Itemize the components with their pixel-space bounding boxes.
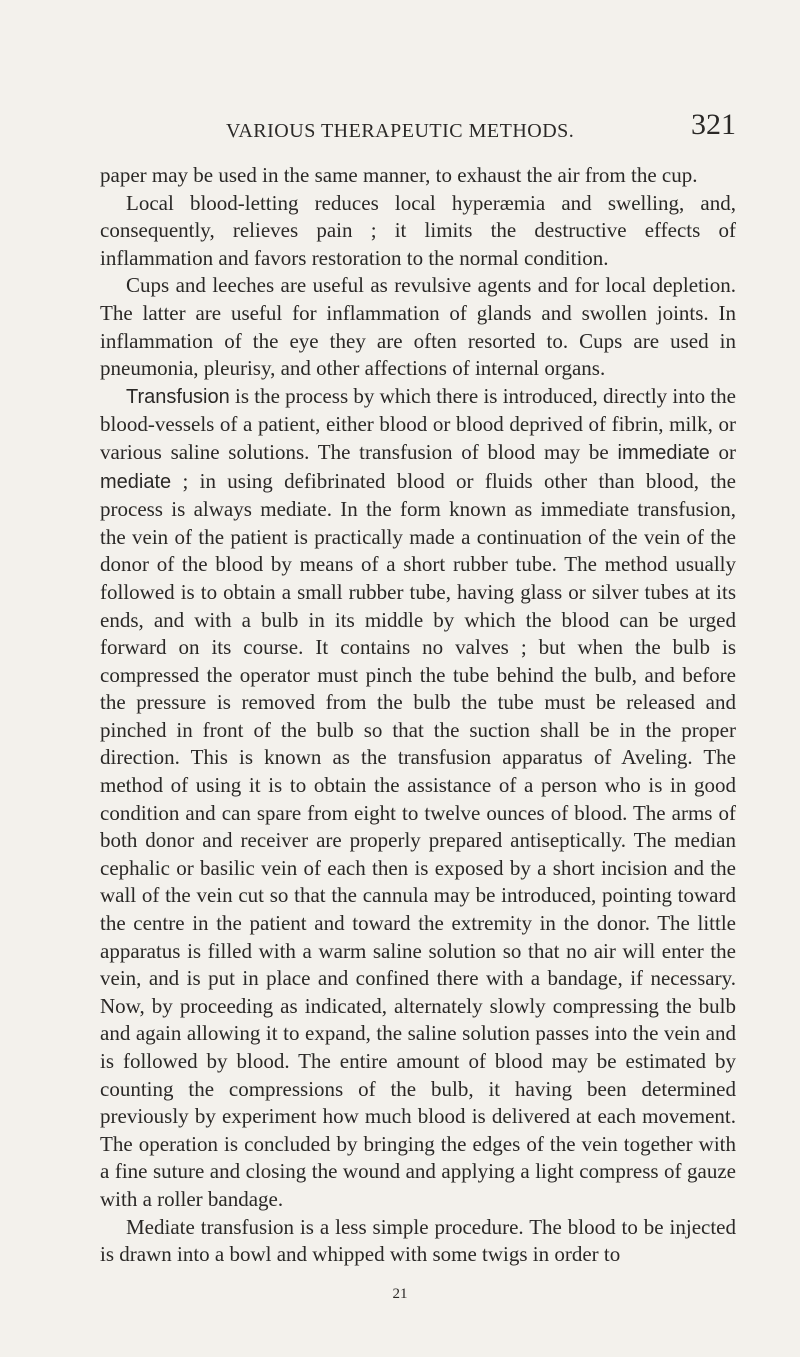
page-header <box>226 108 736 148</box>
signature-mark: 21 <box>392 1286 408 1302</box>
page-number: 321 <box>691 108 736 141</box>
paragraph-segment: is the process by which there is introduced, directly into the blood-vessels of a patient, either blood or blood deprived of fibrin, milk, or various saline solutions. The transfusion of blood may be <box>100 383 736 464</box>
running-title: VARIOUS THERAPEUTIC METHODS. <box>226 120 575 142</box>
paragraph: Local blood-letting reduces local hyperæmia and swelling, and, consequently, relieves pain ; it limits the destructive effects of inflammation and favors restoration to the normal condition. <box>100 190 736 270</box>
term-transfusion: Transfusion <box>126 385 230 408</box>
paragraph: Cups and leeches are useful as revulsive agents and for local depletion. The latter are useful for inflammation of glands and swollen joints. In inflammation of the eye they are often resorted to. Cups are used in pneumonia, pleurisy, and other affections of internal organs. <box>100 273 736 381</box>
paragraph: Mediate transfusion is a less simple procedure. The blood to be injected is drawn into a bowl and whipped with some twigs in order to <box>100 1214 736 1267</box>
term-immediate: immediate <box>617 441 710 464</box>
paragraph-segment: or <box>709 439 737 464</box>
term-mediate: mediate <box>100 470 172 493</box>
body-text <box>100 162 736 1269</box>
paragraph-transfusion <box>100 383 736 1214</box>
paragraph-segment: ; in using defibrinated blood or fluids other than blood, the process is always mediate. In the form known as immediate transfusion, the vein of the patient is practically made a continuation of the vein of the donor of the blood by means of a short rubber tube. The method usually followed is to obtain a small rubber tube, having glass or silver tubes at its ends, and with a bulb in its middle by which the blood can be urged forward on its course. It contains no valves ; but when the bulb is compressed the operator must pinch the tube behind the bulb, and before the pressure is removed from the bulb the tube must be released and pinched in front of the bulb so that the suction shall be in the proper direction. This is known as the transfusion apparatus of Aveling. The method of using it is to obtain the assistance of a person who is in good condition and can spare from eight to twelve ounces of blood. The arms of both donor and receiver are properly prepared antiseptically. The median cephalic or basilic vein of each then is exposed by a short incision and the wall of the vein cut so that the cannula may be introduced, pointing toward the centre in the patient and toward the extremity in the donor. The little apparatus is filled with a warm saline solution so that no air will enter the vein, and is put in place and confined there with a bandage, if necessary. Now, by proceeding as indicated, alternately slowly compressing the bulb and again allowing it to expand, the saline solution passes into the vein and is followed by blood. The entire amount of blood may be estimated by counting the compressions of the bulb, it having been determined previously by experiment how much blood is delivered at each movement. The operation is concluded by bringing the edges of the vein together with a fine suture and closing the wound and applying a light compress of gauze with a roller bandage. <box>100 468 736 1211</box>
paragraph: paper may be used in the same manner, to exhaust the air from the cup. <box>100 163 698 187</box>
